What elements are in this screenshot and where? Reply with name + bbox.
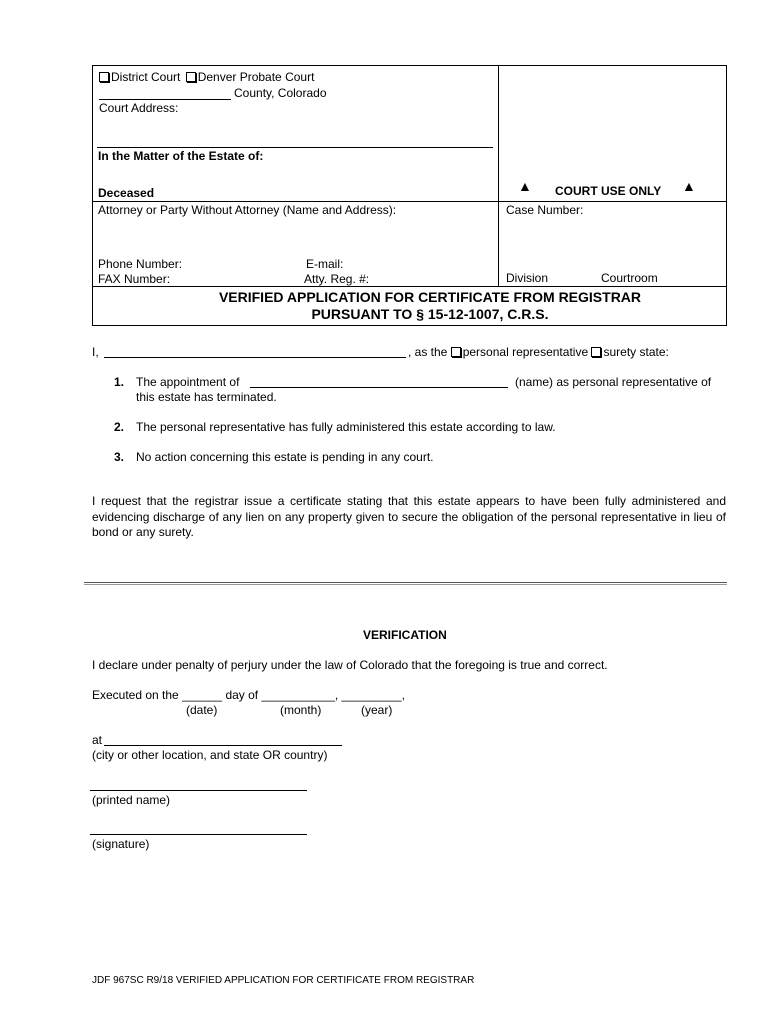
- year-label: (year): [361, 703, 393, 717]
- court-selection-row: [99, 70, 314, 84]
- signature-field[interactable]: [90, 834, 307, 835]
- date-label: (date): [186, 703, 218, 717]
- fax-label: FAX Number:: [98, 272, 171, 286]
- up-triangle-icon-right: ▲: [682, 178, 696, 194]
- caption-row-divider-2: [92, 286, 726, 287]
- caption-vertical-divider: [498, 65, 499, 286]
- division-label: Division: [506, 271, 549, 285]
- item-1-number: 1.: [114, 375, 125, 389]
- courtroom-label: Courtroom: [601, 271, 658, 285]
- form-title-line-2: PURSUANT TO § 15-12-1007, C.R.S.: [311, 306, 549, 322]
- applicant-name-field[interactable]: [104, 357, 406, 358]
- atty-reg-label: Atty. Reg. #:: [304, 272, 370, 286]
- intro-as-the: , as the: [408, 345, 448, 359]
- district-court-label: District Court: [111, 70, 181, 84]
- section-separator-bottom: [84, 584, 727, 585]
- matter-label: In the Matter of the Estate of:: [98, 149, 264, 163]
- caption-row-divider-1: [92, 201, 726, 202]
- county-field[interactable]: [99, 99, 231, 100]
- personal-representative-checkbox[interactable]: [451, 347, 461, 357]
- item-3-text: No action concerning this estate is pending in any court.: [136, 450, 434, 464]
- at-label: at: [92, 733, 103, 747]
- item-1-text-a: The appointment of: [136, 375, 240, 389]
- item-1-text-c: this estate has terminated.: [136, 390, 277, 404]
- intro-prefix: I,: [92, 345, 99, 359]
- verification-heading: VERIFICATION: [363, 628, 447, 642]
- denver-probate-checkbox[interactable]: [186, 72, 196, 82]
- printed-name-field[interactable]: [90, 790, 307, 791]
- personal-representative-label: personal representative: [462, 345, 589, 359]
- item-3-number: 3.: [114, 450, 125, 464]
- court-use-only-label: COURT USE ONLY: [555, 184, 662, 198]
- attorney-label: Attorney or Party Without Attorney (Name and Address):: [98, 203, 397, 217]
- item-2-number: 2.: [114, 420, 125, 434]
- form-title-line-1: VERIFIED APPLICATION FOR CERTIFICATE FROM REGISTRAR: [218, 289, 642, 305]
- section-separator-top: [84, 582, 727, 583]
- form-footer: JDF 967SC R9/18 VERIFIED APPLICATION FOR CERTIFICATE FROM REGISTRAR: [92, 975, 475, 986]
- phone-label: Phone Number:: [98, 257, 183, 271]
- denver-probate-label: Denver Probate Court: [197, 70, 315, 84]
- district-court-checkbox[interactable]: [99, 72, 109, 82]
- location-field[interactable]: [104, 745, 342, 746]
- intro-role-row: [408, 345, 669, 359]
- item-1-text-b: (name) as personal representative of: [515, 375, 712, 389]
- month-label: (month): [280, 703, 322, 717]
- matter-underline: [97, 147, 493, 148]
- signature-label: (signature): [92, 837, 150, 851]
- location-label: (city or other location, and state OR country): [92, 748, 328, 762]
- county-suffix: County, Colorado: [234, 86, 327, 100]
- case-number-label: Case Number:: [506, 203, 584, 217]
- printed-name-label: (printed name): [92, 793, 171, 807]
- email-label: E-mail:: [306, 257, 344, 271]
- item-2-text: The personal representative has fully administered this estate according to law.: [136, 420, 556, 434]
- court-address-label: Court Address:: [99, 101, 179, 115]
- up-triangle-icon-left: ▲: [518, 178, 532, 194]
- terminated-pr-name-field[interactable]: [250, 387, 508, 388]
- surety-label: surety state:: [603, 345, 669, 359]
- surety-checkbox[interactable]: [591, 347, 601, 357]
- executed-line: Executed on the ______ day of ___________, _________,: [92, 688, 405, 702]
- deceased-label: Deceased: [98, 186, 155, 200]
- request-paragraph: I request that the registrar issue a certificate stating that this estate appears to have been fully administered and evidencing discharge of any lien on any property given to secure the obligation of the personal representative in lieu of bond or any surety.: [92, 494, 726, 539]
- declaration-text: I declare under penalty of perjury under the law of Colorado that the foregoing is true and correct.: [92, 658, 608, 672]
